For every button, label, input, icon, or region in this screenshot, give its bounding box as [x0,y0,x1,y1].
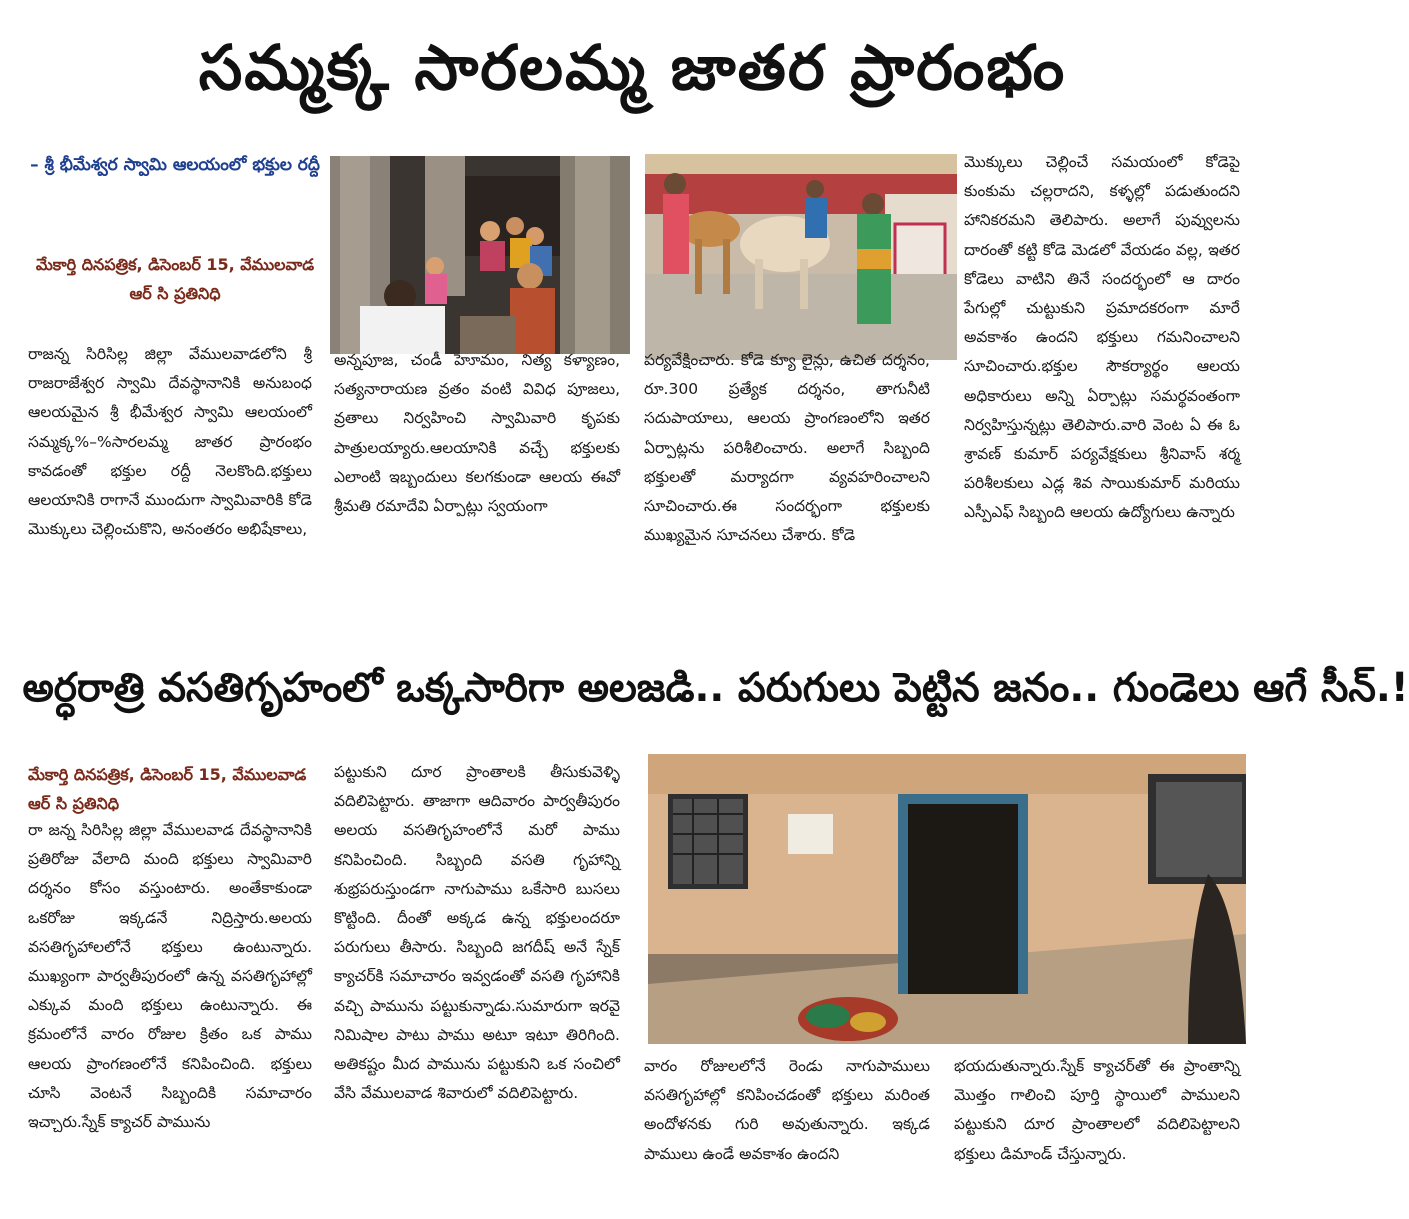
article1-subheadline: – శ్రీ భీమేశ్వర స్వామి ఆలయంలో భక్తుల రద్దీ [30,155,320,175]
article1-column-2: అన్నపూజ, చండీ హెూమం, నిత్య కళ్యాణం, సత్యనారాయణ వ్రతం వంటి వివిధ పూజలు, వ్రతాలు నిర్వహించి స్వామివారి కృపకు పాత్రులయ్యారు.ఆలయానికి వచ్చే భక్తులకు ఎలాంటి ఇబ్బందులు కలగకుండా ఆలయ ఈవో శ్రీమతి రమాదేవి ఏర్పాట్లు స్వయంగా [334,351,620,516]
article2-column-2: పట్టుకుని దూర ప్రాంతాలకి తీసుకువెళ్ళి వదిలిపెట్టారు. తాజాగా ఆదివారం పార్వతీపురం అలయ వసతిగృహంలోనే మరో పాము కనిపించింది. సిబ్బంది వసతి గృహాన్ని శుభ్రపరుస్తుండగా నాగుపాము ఒకేసారి బుసలు కొట్టింది. దీంతో అక్కడ ఉన్న భక్తులందరూ పరుగులు తీసారు. సిబ్బంది జగదీష్ అనే స్నేక్ క్యాచర్‌కి సమాచారం ఇవ్వడంతో వసతి గృహానికి వచ్చి పామును పట్టుకున్నాడు.సుమారుగా ఇరవై నిమిషాల పాటు పాము అటూ ఇటూ తిరిగింది. అతికష్టం మీద పామును పట్టుకుని ఒక సంచిలో వేసి వేములవాడ శివారులో వదిలిపెట్టారు. [334,763,620,1103]
temple-worship-photo [330,156,630,354]
article1-column-1: రాజన్న సిరిసిల్ల జిల్లా వేములవాడలోని శ్రీ రాజరాజేశ్వర స్వామి దేవస్థానానికి అనుబంధ ఆలయమైన శ్రీ భీమేశ్వర స్వామి ఆలయంలో సమ్మక్క%–%సారలమ్మ జాతర ప్రారంభం కావడంతో భక్తుల రద్దీ నెలకొంది.భక్తులు ఆలయానికి రాగానే ముందుగా స్వామివారికి కోడె మొక్కులు చెల్లించుకొని, అనంతరం అభిషేకాలు, [28,345,312,539]
article2-dateline: మేకార్తి దినపత్రిక, డిసెంబర్ 15, వేములవాడ ఆర్ సి ప్రతినిధి [28,765,307,813]
top-edge-strip [0,0,1265,6]
devotees-with-calf-photo [645,154,957,360]
hostel-building-photo [648,754,1246,1044]
article2-headline: అర్ధరాత్రి వసతిగృహంలో ఒక్కసారిగా అలజడి.. పరుగులు పెట్టిన జనం.. గుండెలు ఆగే సీన్.! [22,665,1409,711]
article1-column-4: మొక్కులు చెల్లించే సమయంలో కోడెపై కుంకుమ చల్లరాదని, కళ్ళల్లో పడుతుందని హానికరమని తెలిపారు. అలాగే పువ్వులను దారంతో కట్టి కోడె మెడలో వేయడం వల్ల, ఇతర కోడెలు వాటిని తినే సందర్భంలో ఆ దారం పేగుల్లో చుట్టుకుని ప్రమాదకరంగా మారే అవకాశం ఉందని భక్తులు గమనించాలని సూచించారు.భక్తుల సౌకర్యార్థం ఆలయ అధికారులు అన్ని ఏర్పాట్లు సమర్థవంతంగా నిర్వహిస్తున్నట్లు తెలిపారు.వారి వెంట ఏ ఈ ఓ శ్రావణ్ కుమార్ పర్యవేక్షకులు శ్రీనివాస్ శర్మ పరిశీలకులు ఎడ్ల శివ సాయికుమార్ మరియు ఎస్పీఎఫ్ సిబ్బంది ఆలయ ఉద్యోగులు ఉన్నారు [964,153,1240,522]
article1-headline: సమ్మక్క సారలమ్మ జాతర ప్రారంభం [198,31,1067,104]
hostel-building-image [648,754,1246,1044]
devotees-with-calf-image [645,154,957,360]
article1-column-3: పర్యవేక్షించారు. కోడె క్యూ లైన్లు, ఉచిత దర్శనం, రూ.300 ప్రత్యేక దర్శనం, తాగునీటి సదుపాయాలు, ఆలయ ప్రాంగణంలోని ఇతర ఏర్పాట్లను పరిశీలించారు. అలాగే సిబ్బంది భక్తులతో మర్యాదగా వ్యవహరించాలని సూచించారు.ఈ సందర్భంగా భక్తులకు ముఖ్యమైన సూచనలు చేశారు. కోడె [644,351,930,545]
article1-dateline: మేకార్తి దినపత్రిక, డిసెంబర్ 15, వేములవాడ ఆర్ సి ప్రతినిధి [35,255,315,303]
article2-column-1: రా జన్న సిరిసిల్ల జిల్లా వేములవాడ దేవస్థానానికి ప్రతిరోజు వేలాది మంది భక్తులు స్వామివారి దర్శనం కోసం వస్తుంటారు. అంతేకాకుండా ఒకరోజు ఇక్కడనే నిద్రిస్తారు.అలయ వసతిగృహాలలోనే భక్తులు ఉంటున్నారు. ముఖ్యంగా పార్వతీపురంలో ఉన్న వసతిగృహాల్లో ఎక్కువ మంది భక్తులు ఉంటున్నారు. ఈ క్రమంలోనే వారం రోజుల క్రితం ఒక పాము ఆలయ ప్రాంగణంలోనే కనిపించింది. భక్తులు చూసి వెంటనే సిబ్బందికి సమాచారం ఇచ్చారు.స్నేక్ క్యాచర్ పామును [28,821,312,1132]
temple-worship-image [330,156,630,354]
article2-column-4: భయదుతున్నారు.స్నేక్ క్యాచర్‌తో ఈ ప్రాంతాన్ని మొత్తం గాలించి పూర్తి స్థాయిలో పాములని పట్టుకుని దూర ప్రాంతాలలో వదిలిపెట్టాలని భక్తులు డిమాండ్ చేస్తున్నారు. [954,1057,1240,1163]
article2-column-3: వారం రోజులలోనే రెండు నాగుపాములు వసతిగృహాల్లో కనిపించడంతో భక్తులు మరింత అందోళనకు గురి అవుతున్నారు. ఇక్కడ పాములు ఉండే అవకాశం ఉందని [644,1057,930,1163]
